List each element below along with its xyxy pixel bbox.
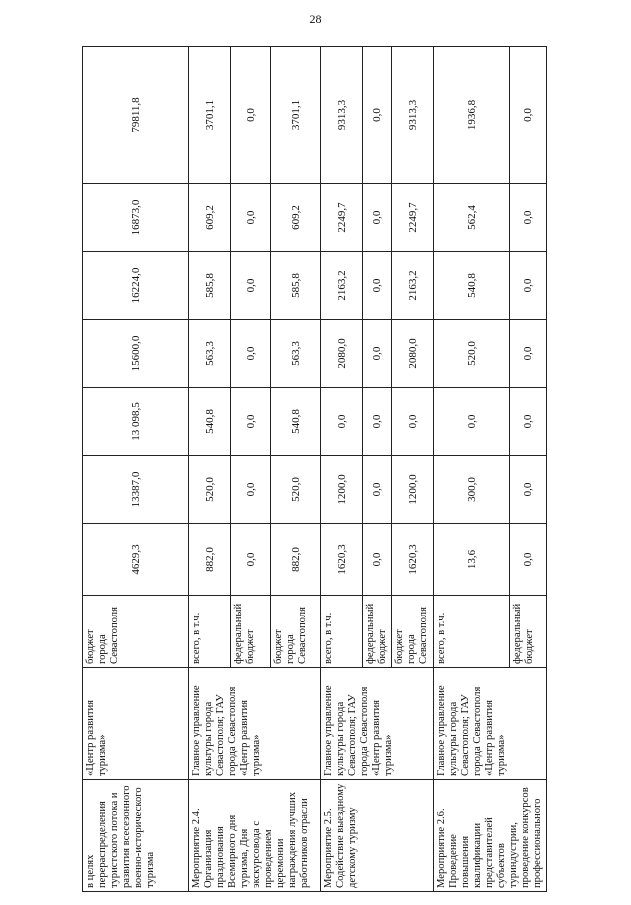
value-cell: 0,0 xyxy=(231,184,271,252)
source-cell: всего, в т.ч. xyxy=(189,596,231,668)
measure-cell: Мероприятие 2.5. Содействие выездному детскому туризму xyxy=(321,780,434,892)
source-cell: всего, в т.ч. xyxy=(321,596,363,668)
value-cell: 0,0 xyxy=(510,184,547,252)
value-cell: 1200,0 xyxy=(392,456,434,524)
value-cell: 0,0 xyxy=(434,388,510,456)
source-cell: федеральный бюджет xyxy=(363,596,392,668)
value-cell: 563,3 xyxy=(271,320,321,388)
value-cell: 0,0 xyxy=(363,320,392,388)
source-cell: бюджет города Севастополя xyxy=(271,596,321,668)
value-cell: 0,0 xyxy=(510,456,547,524)
value-cell: 0,0 xyxy=(231,388,271,456)
table-row xyxy=(434,47,510,892)
value-cell: 0,0 xyxy=(392,388,434,456)
value-cell: 0,0 xyxy=(510,388,547,456)
value-cell: 1620,3 xyxy=(392,524,434,596)
value-cell: 4629,3 xyxy=(83,524,189,596)
funding-table xyxy=(82,46,547,892)
value-cell: 15600,0 xyxy=(83,320,189,388)
value-cell: 1620,3 xyxy=(321,524,363,596)
value-cell: 0,0 xyxy=(363,47,392,184)
table-row xyxy=(83,47,189,892)
value-cell: 0,0 xyxy=(231,47,271,184)
value-cell: 520,0 xyxy=(434,320,510,388)
value-cell: 562,4 xyxy=(434,184,510,252)
table-row xyxy=(321,47,363,892)
value-cell: 0,0 xyxy=(231,320,271,388)
value-cell: 79811,8 xyxy=(83,47,189,184)
value-cell: 9313,3 xyxy=(321,47,363,184)
value-cell: 0,0 xyxy=(231,456,271,524)
value-cell: 0,0 xyxy=(231,524,271,596)
value-cell: 1200,0 xyxy=(321,456,363,524)
executor-cell: «Центр развития туризма» xyxy=(83,668,189,780)
value-cell: 1936,8 xyxy=(434,47,510,184)
value-cell: 2163,2 xyxy=(392,252,434,320)
value-cell: 563,3 xyxy=(189,320,231,388)
value-cell: 16224,0 xyxy=(83,252,189,320)
source-cell: всего, в т.ч. xyxy=(434,596,510,668)
value-cell: 0,0 xyxy=(363,184,392,252)
value-cell: 0,0 xyxy=(321,388,363,456)
value-cell: 882,0 xyxy=(189,524,231,596)
value-cell: 0,0 xyxy=(231,252,271,320)
value-cell: 16873,0 xyxy=(83,184,189,252)
rotated-table-wrapper xyxy=(82,57,543,892)
value-cell: 9313,3 xyxy=(392,47,434,184)
value-cell: 585,8 xyxy=(271,252,321,320)
value-cell: 3701,1 xyxy=(271,47,321,184)
page-number: 28 xyxy=(309,12,322,26)
value-cell: 2249,7 xyxy=(392,184,434,252)
measure-cell: Мероприятие 2.6. Проведение повышения квалификации представителей субъектов туриндустрии, проведение конкурсов профессионального xyxy=(434,780,547,892)
value-cell: 0,0 xyxy=(510,252,547,320)
value-cell: 300,0 xyxy=(434,456,510,524)
table-row xyxy=(189,47,231,892)
value-cell: 0,0 xyxy=(363,456,392,524)
value-cell: 540,8 xyxy=(189,388,231,456)
value-cell: 2080,0 xyxy=(392,320,434,388)
value-cell: 2249,7 xyxy=(321,184,363,252)
source-cell: бюджет города Севастополя xyxy=(83,596,189,668)
value-cell: 609,2 xyxy=(189,184,231,252)
value-cell: 3701,1 xyxy=(189,47,231,184)
source-cell: федеральный бюджет xyxy=(510,596,547,668)
value-cell: 0,0 xyxy=(510,47,547,184)
value-cell: 2080,0 xyxy=(321,320,363,388)
value-cell: 13,6 xyxy=(434,524,510,596)
measure-cell: Мероприятие 2.4. Организация празднования Всемирного дня туризма, Дня экскурсовода с проведением церемонии награждения лучших работников отрасли xyxy=(189,780,321,892)
value-cell: 882,0 xyxy=(271,524,321,596)
value-cell: 2163,2 xyxy=(321,252,363,320)
value-cell: 540,8 xyxy=(271,388,321,456)
measure-cell: в целях перераспределения туристского потока и развития всесезонного военно-исторического туризма xyxy=(83,780,189,892)
value-cell: 520,0 xyxy=(271,456,321,524)
value-cell: 609,2 xyxy=(271,184,321,252)
value-cell: 0,0 xyxy=(510,524,547,596)
value-cell: 0,0 xyxy=(363,388,392,456)
value-cell: 13387,0 xyxy=(83,456,189,524)
value-cell: 585,8 xyxy=(189,252,231,320)
value-cell: 540,8 xyxy=(434,252,510,320)
value-cell: 520,0 xyxy=(189,456,231,524)
value-cell: 0,0 xyxy=(363,252,392,320)
value-cell: 13 098,5 xyxy=(83,388,189,456)
source-cell: федеральный бюджет xyxy=(231,596,271,668)
value-cell: 0,0 xyxy=(510,320,547,388)
executor-cell: Главное управление культуры города Севастополя; ГАУ города Севастополя «Центр развития туризма» xyxy=(321,668,434,780)
executor-cell: Главное управление культуры города Севастополя; ГАУ города Севастополя «Центр развития туризма» xyxy=(189,668,321,780)
executor-cell: Главное управление культуры города Севастополя; ГАУ города Севастополя «Центр развития туризма» xyxy=(434,668,547,780)
value-cell: 0,0 xyxy=(363,524,392,596)
source-cell: бюджет города Севастополя xyxy=(392,596,434,668)
